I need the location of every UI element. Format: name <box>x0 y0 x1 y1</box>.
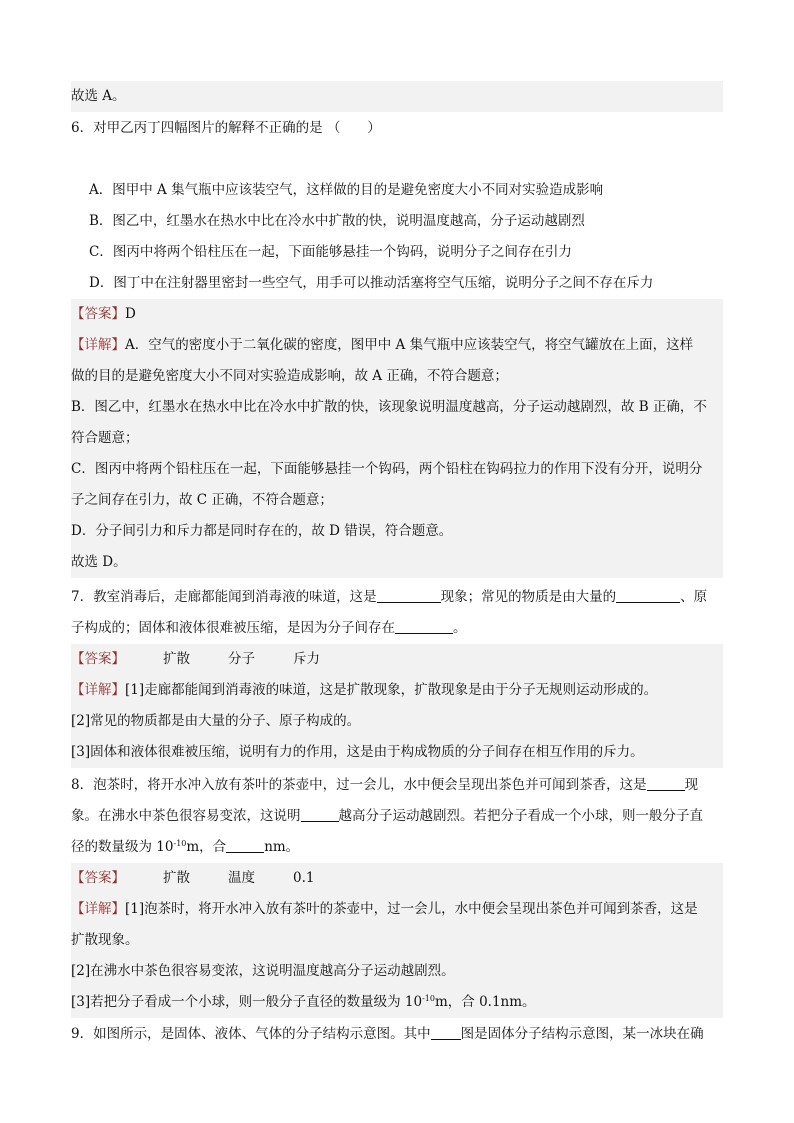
q8-detail-2: 扩散现象。 <box>71 925 723 956</box>
answer-tag: 【答案】 <box>71 651 125 667</box>
blank <box>395 619 453 634</box>
detail-tag: 【详解】 <box>71 682 125 698</box>
answer-tag: 【答案】 <box>71 306 125 322</box>
q6-option-d: D．图丁中在注射器里密封一些空气，用手可以推动活塞将空气压缩，说明分子之间不存在斥力 <box>89 275 654 291</box>
blank <box>647 776 685 791</box>
q7-stem-line2: 子构成的；固体和液体很难被压缩，是因为分子间存在 。 <box>71 620 467 636</box>
answer-tag: 【答案】 <box>71 870 125 886</box>
q6-answer: 【答案】D <box>71 299 723 330</box>
q8-stem-line2: 象。在沸水中茶色很容易变浓，这说明 越高分子运动越剧烈。若把分子看成一个小球，则一般分子直 <box>71 808 703 824</box>
blank <box>616 588 680 603</box>
q6-option-b: B．图乙中，红墨水在热水中比在冷水中扩散的快，说明温度越高，分子运动越剧烈 <box>89 213 585 229</box>
q7-detail-2: [2]常见的物质都是由大量的分子、原子构成的。 <box>71 706 723 737</box>
q6-detail-1: 【详解】A．空气的密度小于二氧化碳的密度，图甲中 A 集气瓶中应该装空气，将空气罐放在上面，这样 <box>71 330 723 361</box>
q6-option-a: A．图甲中 A 集气瓶中应该装空气，这样做的目的是避免密度大小不同对实验造成影响 <box>89 182 604 198</box>
q9-stem-line1: 9．如图所示，是固体、液体、气体的分子结构示意图。其中 图是固体分子结构示意图，某一冰块在确 <box>71 1026 704 1042</box>
q7-detail-1: 【详解】[1]走廊都能闻到消毒液的味道，这是扩散现象，扩散现象是由于分子无规则运动形成的。 <box>71 675 723 706</box>
q6-detail-3: B．图乙中，红墨水在热水中比在冷水中扩散的快，该现象说明温度越高，分子运动越剧烈，故 B 正确，不 <box>71 392 723 423</box>
q8-detail-4: [3]若把分子看成一个小球，则一般分子直径的数量级为 $10^{-10}m$，合 0.1nm。 <box>71 987 723 1018</box>
detail-tag: 【详解】 <box>71 337 125 353</box>
q8-detail-1: 【详解】[1]泡茶时，将开水冲入放有茶叶的茶壶中，过一会儿，水中便会呈现出茶色并可闻到茶香，这是 <box>71 894 723 925</box>
blank <box>301 807 339 822</box>
q6-detail-6: 子之间存在引力，故 C 正确，不符合题意； <box>71 485 723 516</box>
q7-answer: 【答案】 扩散 分子 斥力 <box>71 644 723 675</box>
q8-stem-line1: 8．泡茶时，将开水冲入放有茶叶的茶壶中，过一会儿，水中便会呈现出茶色并可闻到茶香，这是 现 <box>71 777 699 793</box>
q8-stem-line3: 径的数量级为 $10^{-10}m$，合 nm。 <box>71 839 300 855</box>
detail-tag: 【详解】 <box>71 901 125 917</box>
q6-detail-8: 故选 D。 <box>71 547 723 578</box>
blank <box>226 838 264 853</box>
q8-detail-3: [2]在沸水中茶色很容易变浓，这说明温度越高分子运动越剧烈。 <box>71 956 723 987</box>
q6-detail-4: 符合题意； <box>71 423 723 454</box>
q6-detail-2: 做的目的是避免密度大小不同对实验造成影响，故 A 正确，不符合题意； <box>71 361 723 392</box>
q6-detail-7: D．分子间引力和斥力都是同时存在的，故 D 错误，符合题意。 <box>71 516 723 547</box>
q6-stem: 6．对甲乙丙丁四幅图片的解释不正确的是 （ ） <box>71 120 381 136</box>
prev-answer-line: 故选 A。 <box>71 81 723 112</box>
q8-answer: 【答案】 扩散 温度 0.1 <box>71 863 723 894</box>
q6-option-c: C．图丙中将两个铅柱压在一起，下面能够悬挂一个钩码，说明分子之间存在引力 <box>89 244 572 260</box>
blank <box>377 588 441 603</box>
blank <box>431 1025 461 1040</box>
q6-detail-5: C．图丙中将两个铅柱压在一起，下面能够悬挂一个钩码，两个铅柱在钩码拉力的作用下没有分开，说明分 <box>71 454 723 485</box>
q7-detail-3: [3]固体和液体很难被压缩，说明有力的作用，这是由于构成物质的分子间存在相互作用的斥力。 <box>71 737 723 768</box>
q7-stem-line1: 7．教室消毒后，走廊都能闻到消毒液的味道，这是 现象；常见的物质是由大量的 、原 <box>71 589 708 605</box>
